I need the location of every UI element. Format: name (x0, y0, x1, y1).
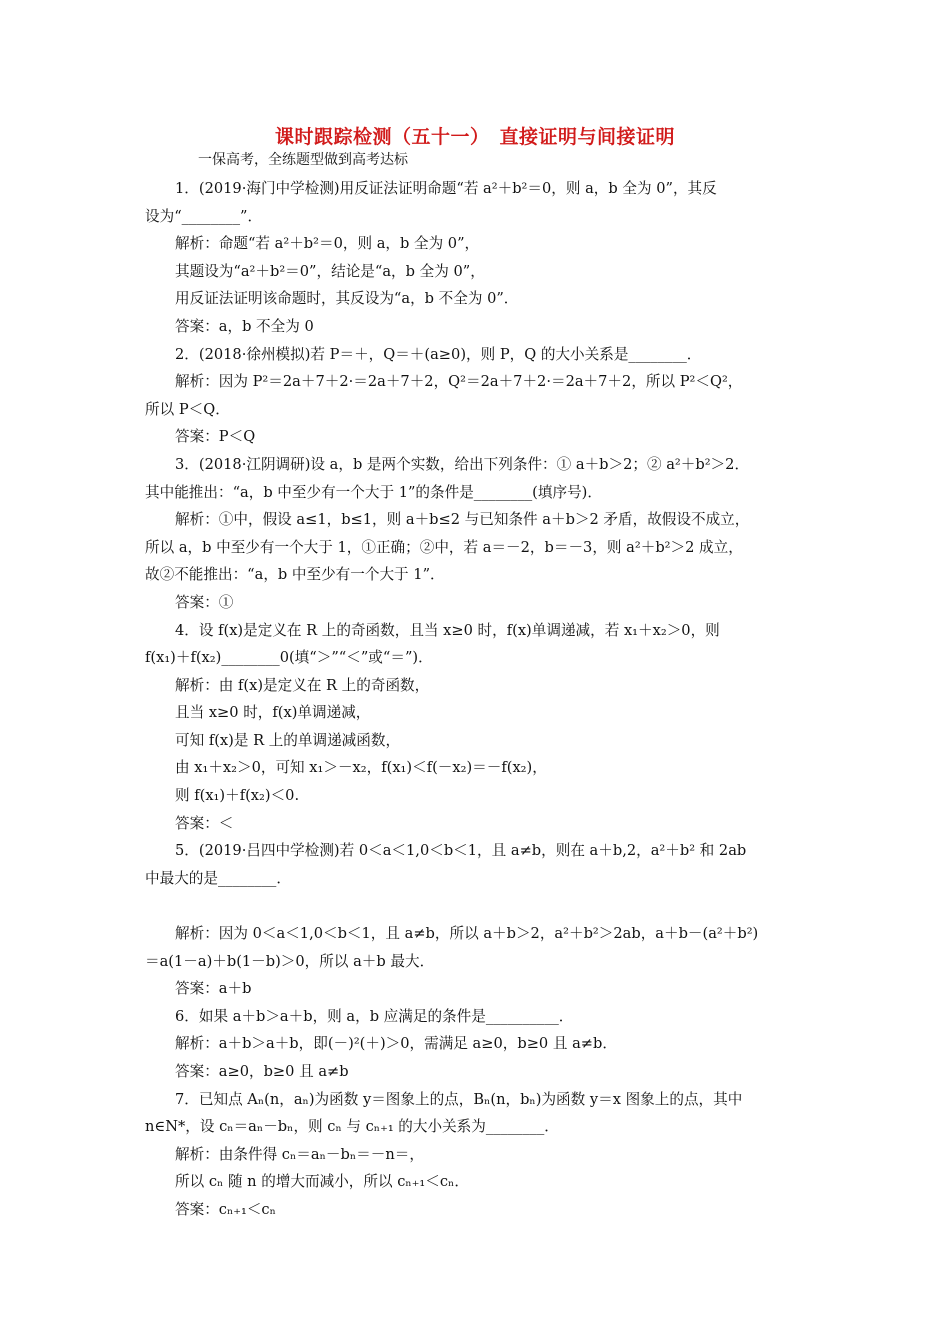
text-line: 且当 x≥0 时，f(x)单调递减， (175, 704, 371, 722)
text-line: 4．设 f(x)是定义在 R 上的奇函数，且当 x≥0 时，f(x)单调递减，若 x₁＋x₂＞0，则 (175, 621, 720, 639)
text-line: 5．(2019·吕四中学检测)若 0＜a＜1,0＜b＜1，且 a≠b，则在 a＋b,2，a²＋b² 和 2ab (175, 842, 747, 860)
text-line: 答案：a≥0，b≥0 且 a≠b (175, 1063, 349, 1080)
text-line: 答案：a＋b (175, 980, 252, 998)
text-line: 用反证法证明该命题时，其反设为“a，b 不全为 0”． (175, 290, 519, 308)
text-line: 可知 f(x)是 R 上的单调递减函数， (175, 731, 401, 749)
text-line: 解析：因为 P²＝2a＋7＋2·＝2a＋7＋2，Q²＝2a＋7＋2·＝2a＋7＋2，所以 P²＜Q²， (175, 373, 743, 391)
text-line: n∈N*，设 cₙ＝aₙ－bₙ，则 cₙ 与 cₙ₊₁ 的大小关系为________． (145, 1118, 559, 1136)
text-line: 所以 a，b 中至少有一个大于 1，①正确；②中，若 a＝－2，b＝－3，则 a²＋b²＞2 成立， (145, 538, 743, 556)
text-line: 由 x₁＋x₂＞0，可知 x₁＞－x₂，f(x₁)＜f(－x₂)＝－f(x₂)， (175, 759, 547, 777)
text-line: 设为“________”． (145, 207, 263, 225)
text-line: 解析：a＋b＞a＋b，即(－)²(＋)＞0，需满足 a≥0，b≥0 且 a≠b． (175, 1035, 617, 1053)
text-line: 6．如果 a＋b＞a＋b，则 a，b 应满足的条件是__________． (175, 1007, 574, 1025)
text-line: f(x₁)＋f(x₂)________0(填“＞”“＜”或“＝”)． (145, 649, 433, 667)
text-line: 2．(2018·徐州模拟)若 P＝＋，Q＝＋(a≥0)，则 P，Q 的大小关系是________． (175, 345, 702, 363)
text-line: 7．已知点 Aₙ(n，aₙ)为函数 y＝图象上的点，Bₙ(n，bₙ)为函数 y＝x 图象上的点，其中 (175, 1090, 743, 1108)
text-line: 答案：＜ (175, 814, 234, 832)
text-line: 解析：因为 0＜a＜1,0＜b＜1，且 a≠b，所以 a＋b＞2，a²＋b²＞2ab，a＋b－(a²＋b²) (175, 925, 759, 943)
text-line: 所以 cₙ 随 n 的增大而减小，所以 cₙ₊₁＜cₙ． (175, 1173, 469, 1191)
page-title: 课时跟踪检测（五十一） 直接证明与间接证明 (274, 126, 675, 148)
text-line: 解析：①中，假设 a≤1，b≤1，则 a＋b≤2 与已知条件 a＋b＞2 矛盾，故假设不成立， (175, 511, 750, 529)
text-line: 解析：由 f(x)是定义在 R 上的奇函数， (175, 676, 430, 694)
text-line: 中最大的是________． (145, 869, 291, 887)
text-line: 1．(2019·海门中学检测)用反证法证明命题“若 a²＋b²＝0，则 a，b 全为 0”，其反 (175, 180, 717, 197)
text-line: 则 f(x₁)＋f(x₂)＜0. (175, 787, 300, 805)
document-body (145, 175, 810, 1224)
page-subtitle: 一保高考，全练题型做到高考达标 (198, 152, 408, 168)
text-line: 其中能推出：“a，b 中至少有一个大于 1”的条件是________(填序号)． (145, 483, 602, 501)
text-line: 其题设为“a²＋b²＝0”，结论是“a，b 全为 0”， (175, 262, 485, 280)
text-line: 答案：① (175, 593, 234, 611)
text-line: 故②不能推出：“a，b 中至少有一个大于 1”． (145, 566, 445, 584)
text-line: 答案：cₙ₊₁＜cₙ (175, 1200, 276, 1218)
text-line: ＝a(1－a)＋b(1－b)＞0，所以 a＋b 最大． (145, 952, 435, 970)
text-line: 解析：由条件得 cₙ＝aₙ－bₙ＝－n＝， (175, 1145, 424, 1163)
text-line: 解析：命题“若 a²＋b²＝0，则 a，b 全为 0”， (175, 235, 480, 253)
text-line: 3．(2018·江阴调研)设 a，b 是两个实数，给出下列条件：① a＋b＞2；② a²＋b²＞2． (175, 455, 750, 473)
blank-line (145, 892, 810, 920)
text-line: 答案：P＜Q (175, 428, 256, 446)
text-line: 所以 P＜Q． (145, 400, 230, 418)
text-line: 答案：a，b 不全为 0 (175, 317, 314, 335)
